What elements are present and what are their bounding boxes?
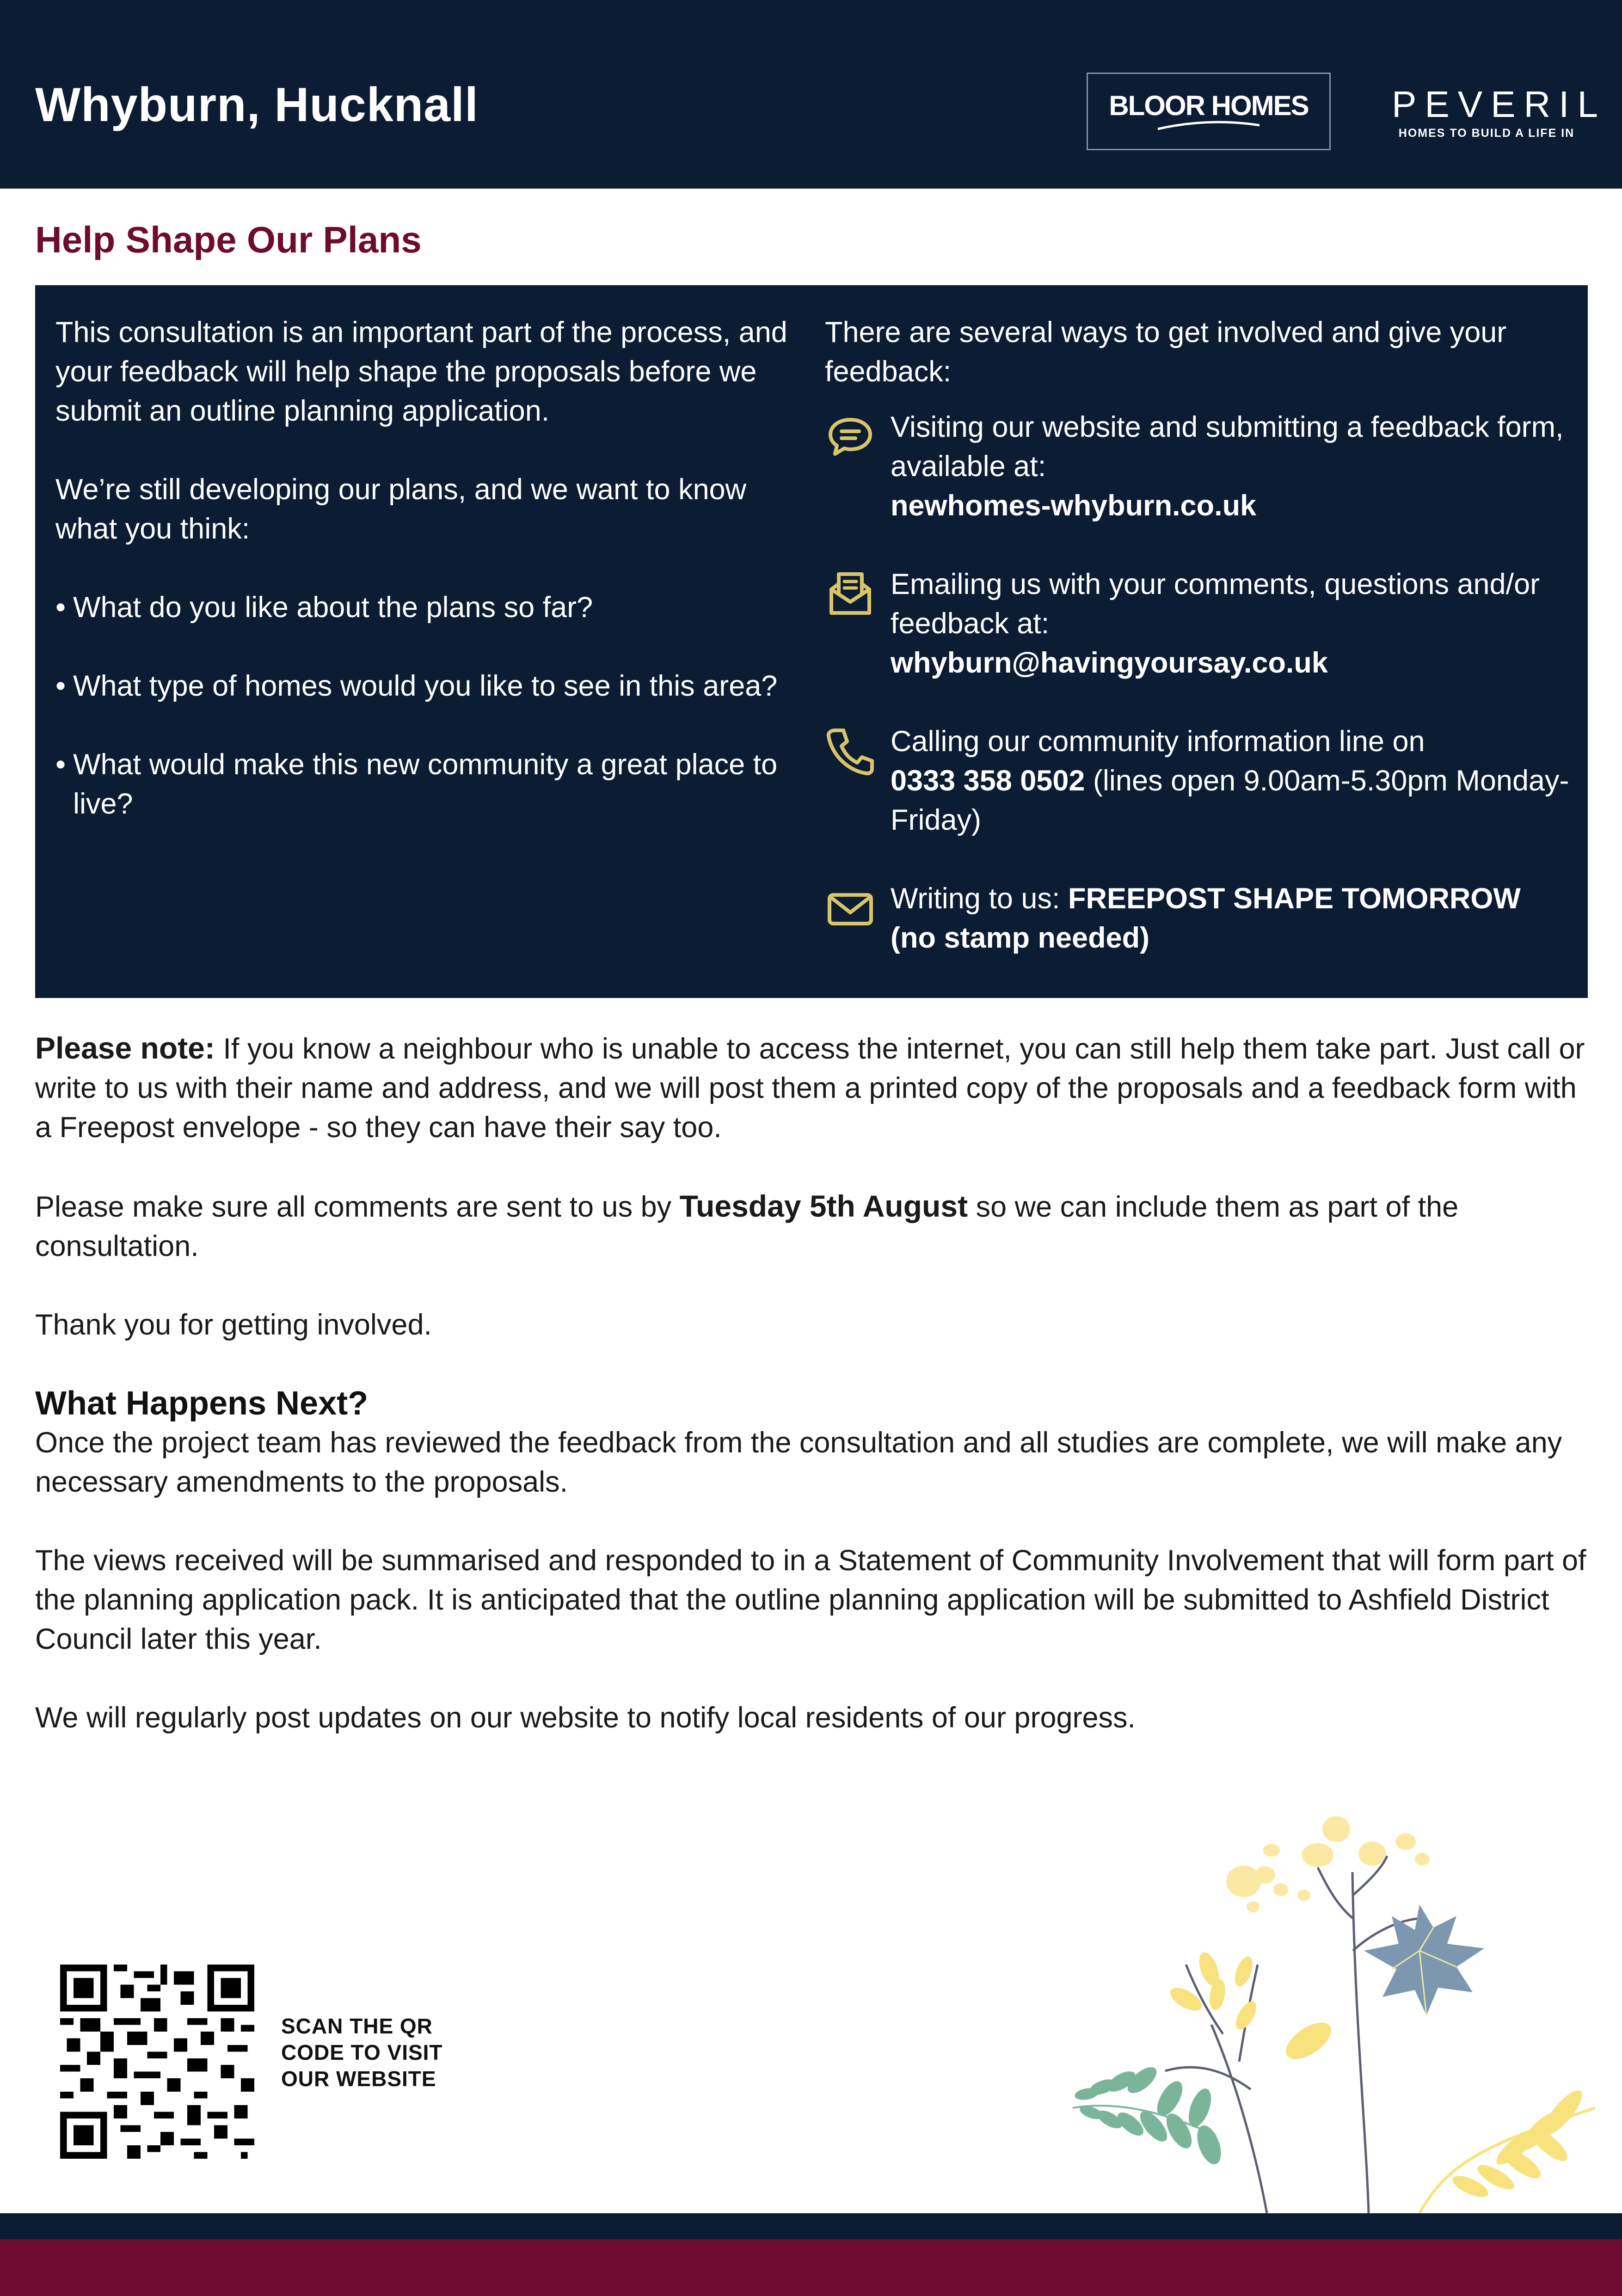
phone-text-before: Calling our community information line on [891, 725, 1425, 758]
ways-lead: There are several ways to get involved and give your feedback: [825, 316, 1507, 388]
deadline-date: Tuesday 5th August [679, 1189, 968, 1223]
deadline-paragraph [35, 1187, 1589, 1266]
peveril-logo-text: PEVERIL [1392, 84, 1606, 125]
way-phone-text [891, 722, 1574, 840]
bullet-item: • What do you like about the plans so far? [55, 588, 805, 627]
bloor-homes-logo-text: BLOOR HOMES [1109, 90, 1309, 121]
qr-caption-line: SCAN THE QR [281, 2014, 433, 2038]
way-email-text: Emailing us with your comments, questions and/or feedback at: [891, 568, 1540, 640]
bloor-homes-logo [1087, 73, 1331, 150]
thanks-paragraph: Thank you for getting involved. [35, 1309, 432, 1341]
decorative-plants-illustration [1040, 1812, 1622, 2214]
way-website-text: Visiting our website and submitting a feedback form, available at: [891, 411, 1564, 483]
deadline-before: Please make sure all comments are sent to us by [35, 1191, 672, 1223]
next-heading: What Happens Next? [35, 1385, 369, 1422]
section-heading: Help Shape Our Plans [35, 219, 422, 260]
qr-caption [281, 2013, 443, 2092]
question-lead: We’re still developing our plans, and we want to know what you think: [55, 473, 747, 545]
body-text [35, 1029, 1589, 1738]
way-post-text [891, 879, 1574, 958]
freepost-address: FREEPOST SHAPE TOMORROW (no stamp needed) [891, 882, 1521, 954]
email-link[interactable]: whyburn@havingyoursay.co.uk [891, 647, 1328, 679]
speech-bubble-icon [825, 411, 876, 462]
deadline-after: so we can include them as part of the consultation. [35, 1191, 1459, 1262]
envelope-icon [825, 883, 876, 934]
way-phone [825, 722, 1574, 840]
next-paragraph-3: We will regularly post updates on our website to notify local residents of our progress. [35, 1702, 1136, 1734]
footer-maroon-band [0, 2239, 1622, 2296]
page-title: Whyburn, Hucknall [35, 78, 479, 132]
info-left-column [55, 313, 805, 863]
bullet-item: • What type of homes would you like to see in this area? [55, 667, 805, 706]
note-label: Please note: [35, 1031, 215, 1065]
info-right-column [825, 313, 1574, 958]
intro-paragraph: This consultation is an important part of the process, and your feedback will help shape the proposals before we submit an outline planning application. [55, 316, 787, 427]
phone-number[interactable]: 0333 358 0502 [891, 765, 1085, 797]
way-website [825, 408, 1574, 526]
peveril-tagline: HOMES TO BUILD A LIFE IN [1398, 127, 1575, 140]
bloor-swoosh-icon [1139, 120, 1278, 134]
header-banner [0, 0, 1622, 189]
phone-hours: (lines open 9.00am-5.30pm Monday-Friday) [891, 765, 1569, 836]
bullet-item: • What would make this new community a great place to live? [55, 745, 805, 824]
note-text: If you know a neighbour who is unable to access the internet, you can still help them take part. Just call or write to us with their name and address, and we will post them a printed copy of the proposals and a feedback form with a Freepost envelope - so they can have their say too. [35, 1033, 1585, 1144]
peveril-logo [1392, 83, 1606, 140]
way-email [825, 565, 1574, 683]
post-text: Writing to us: [891, 882, 1060, 915]
note-paragraph [35, 1029, 1589, 1147]
qr-code[interactable] [60, 1965, 254, 2159]
envelope-open-icon [825, 569, 876, 619]
qr-caption-line: CODE TO VISIT [281, 2040, 443, 2064]
phone-icon [825, 726, 876, 777]
next-paragraph-1: Once the project team has reviewed the feedback from the consultation and all studies are complete, we will make any necessary amendments to the proposals. [35, 1427, 1562, 1498]
qr-caption-line: OUR WEBSITE [281, 2067, 436, 2091]
footer-navy-band [0, 2213, 1622, 2239]
info-box [35, 285, 1588, 998]
website-link[interactable]: newhomes-whyburn.co.uk [891, 490, 1257, 522]
way-post [825, 879, 1574, 958]
next-paragraph-2: The views received will be summarised and responded to in a Statement of Community Involvement that will form part of the planning application pack. It is anticipated that the outline planning application will be submitted to Ashfield District Council later this year. [35, 1544, 1586, 1655]
